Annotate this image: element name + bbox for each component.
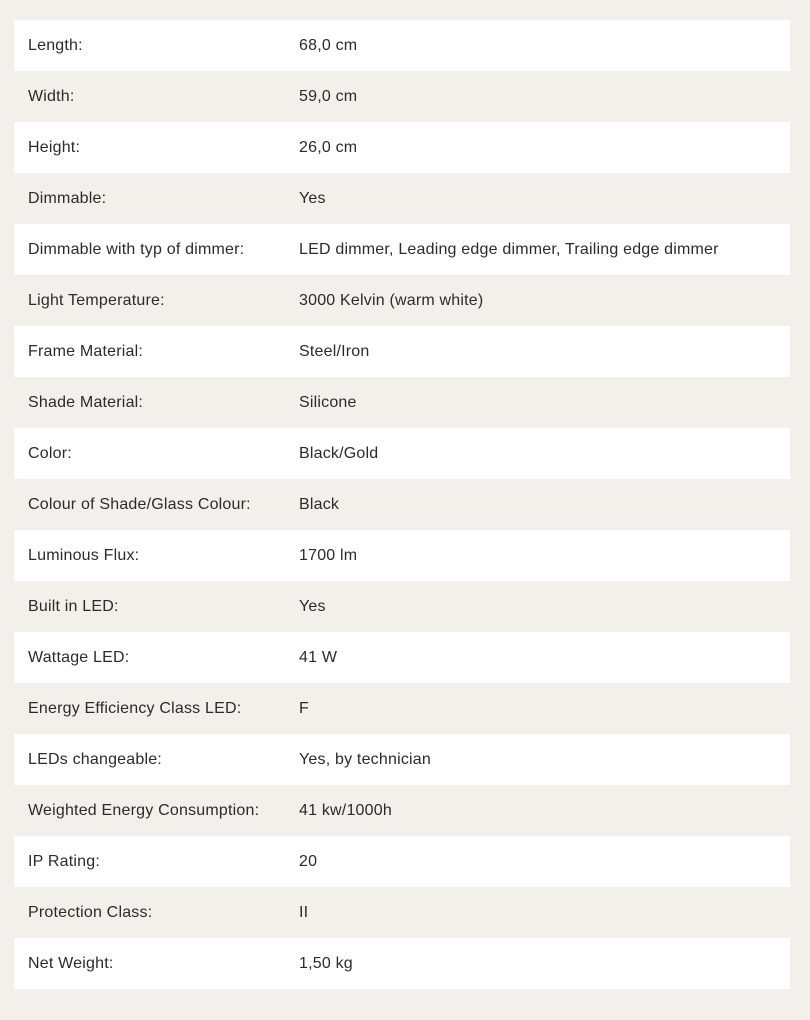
spec-value: Yes, by technician	[299, 750, 431, 768]
spec-label: Net Weight:	[28, 954, 114, 972]
spec-label: Protection Class:	[28, 903, 153, 921]
spec-value: Yes	[299, 597, 326, 615]
spec-row-net-weight	[14, 938, 790, 989]
spec-row-shade-colour	[14, 479, 790, 530]
spec-value: 59,0 cm	[299, 87, 358, 105]
spec-label: Frame Material:	[28, 342, 144, 360]
spec-value: 68,0 cm	[299, 36, 358, 54]
spec-label: Colour of Shade/Glass Colour:	[28, 495, 251, 513]
spec-label: Dimmable with typ of dimmer:	[28, 240, 245, 258]
spec-value: LED dimmer, Leading edge dimmer, Trailing edge dimmer	[299, 240, 719, 258]
spec-value: F	[299, 699, 309, 717]
spec-row-leds-changeable	[14, 734, 790, 785]
spec-value: Silicone	[299, 393, 357, 411]
spec-row-energy-class	[14, 683, 790, 734]
spec-row-length	[14, 20, 790, 71]
spec-row-dimmable	[14, 173, 790, 224]
spec-label: Light Temperature:	[28, 291, 165, 309]
spec-value: 26,0 cm	[299, 138, 358, 156]
spec-label: Height:	[28, 138, 81, 156]
spec-value: Black	[299, 495, 340, 513]
spec-label: Width:	[28, 87, 75, 105]
spec-value: Black/Gold	[299, 444, 379, 462]
spec-label: Weighted Energy Consumption:	[28, 801, 260, 819]
spec-label: Energy Efficiency Class LED:	[28, 699, 242, 717]
spec-label: LEDs changeable:	[28, 750, 162, 768]
spec-row-light-temperature	[14, 275, 790, 326]
spec-row-built-in-led	[14, 581, 790, 632]
spec-row-width	[14, 71, 790, 122]
spec-table	[14, 20, 790, 989]
spec-row-height	[14, 122, 790, 173]
spec-value: 41 W	[299, 648, 338, 666]
spec-row-shade-material	[14, 377, 790, 428]
spec-value: 41 kw/1000h	[299, 801, 392, 819]
spec-label: Length:	[28, 36, 83, 54]
spec-row-dimmer-type	[14, 224, 790, 275]
spec-row-wattage-led	[14, 632, 790, 683]
spec-row-luminous-flux	[14, 530, 790, 581]
spec-label: Dimmable:	[28, 189, 107, 207]
spec-label: Shade Material:	[28, 393, 144, 411]
spec-value: 20	[299, 852, 318, 870]
spec-label: IP Rating:	[28, 852, 100, 870]
spec-label: Built in LED:	[28, 597, 119, 615]
spec-label: Wattage LED:	[28, 648, 130, 666]
spec-value: II	[299, 903, 309, 921]
spec-row-color	[14, 428, 790, 479]
spec-value: 1700 lm	[299, 546, 358, 564]
spec-row-energy-consumption	[14, 785, 790, 836]
spec-row-protection-class	[14, 887, 790, 938]
spec-value: Yes	[299, 189, 326, 207]
spec-row-frame-material	[14, 326, 790, 377]
spec-label: Luminous Flux:	[28, 546, 140, 564]
spec-value: 3000 Kelvin (warm white)	[299, 291, 484, 309]
spec-row-ip-rating	[14, 836, 790, 887]
spec-label: Color:	[28, 444, 72, 462]
spec-value: Steel/Iron	[299, 342, 370, 360]
spec-value: 1,50 kg	[299, 954, 353, 972]
